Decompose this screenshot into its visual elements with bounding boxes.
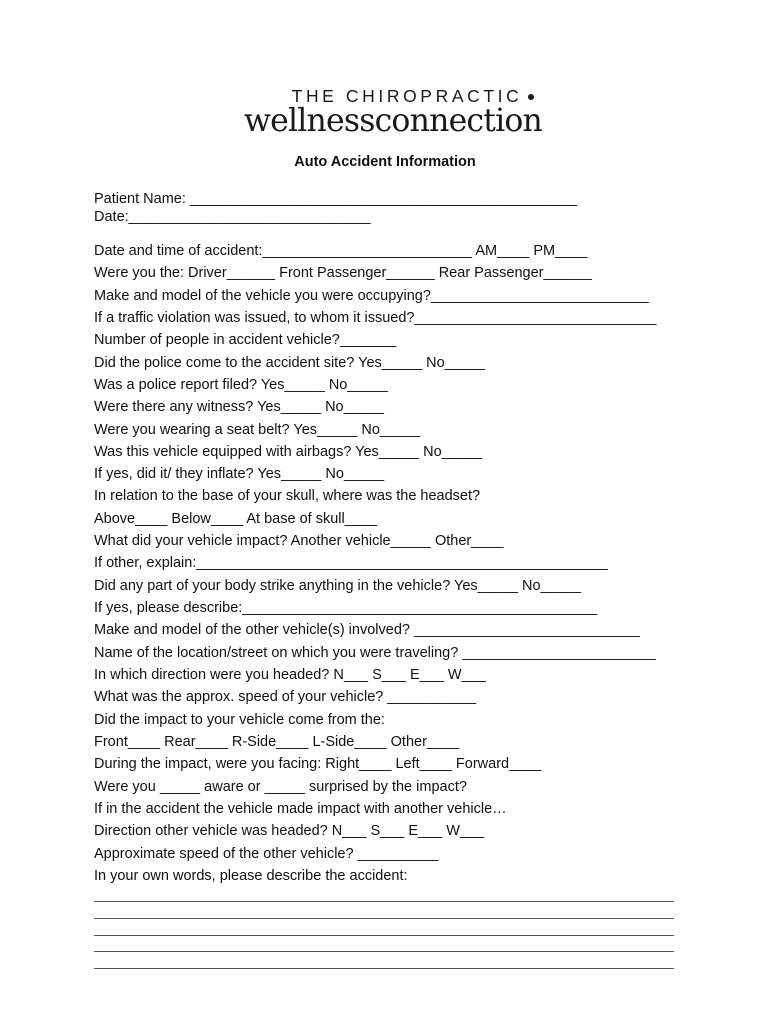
vehicle-make-model-field[interactable]: Make and model of the vehicle you were occupying?___________________________ bbox=[94, 288, 649, 304]
other-vehicle-speed-field[interactable]: Approximate speed of the other vehicle? __________ bbox=[94, 846, 439, 862]
airbags-field[interactable]: Was this vehicle equipped with airbags? Yes_____ No_____ bbox=[94, 444, 483, 460]
location-street-field[interactable]: Name of the location/street on which you were traveling? ________________________ bbox=[94, 645, 656, 661]
facing-direction-field[interactable]: During the impact, were you facing: Right____ Left____ Forward____ bbox=[94, 756, 542, 772]
description-line[interactable] bbox=[94, 935, 674, 936]
form-title: Auto Accident Information bbox=[294, 154, 476, 170]
witness-field[interactable]: Were there any witness? Yes_____ No_____ bbox=[94, 399, 384, 415]
description-line[interactable] bbox=[94, 901, 674, 902]
describe-accident-label: In your own words, please describe the accident: bbox=[94, 868, 408, 884]
logo-main-text: wellnessconnection bbox=[243, 103, 543, 139]
other-vehicle-direction-field[interactable]: Direction other vehicle was headed? N___ S___ E___ W___ bbox=[94, 823, 485, 839]
logo-top-text: THE CHIROPRACTIC bbox=[28, 86, 770, 106]
description-line[interactable] bbox=[94, 968, 674, 969]
accident-datetime-field[interactable]: Date and time of accident:__________________________ AM____ PM____ bbox=[94, 243, 588, 259]
seat-belt-field[interactable]: Were you wearing a seat belt? Yes_____ No_____ bbox=[94, 422, 421, 438]
police-at-site-field[interactable]: Did the police come to the accident site? Yes_____ No_____ bbox=[94, 355, 485, 371]
police-report-field[interactable]: Was a police report filed? Yes_____ No_____ bbox=[94, 377, 388, 393]
awareness-field[interactable]: Were you _____ aware or _____ surprised by the impact? bbox=[94, 779, 467, 795]
clinic-logo bbox=[0, 86, 770, 139]
people-count-field[interactable]: Number of people in accident vehicle?_______ bbox=[94, 332, 397, 348]
impact-direction-question: Did the impact to your vehicle come from the: bbox=[94, 712, 385, 728]
vehicle-speed-field[interactable]: What was the approx. speed of your vehicle? ___________ bbox=[94, 689, 477, 705]
occupant-role-field[interactable]: Were you the: Driver______ Front Passenger______ Rear Passenger______ bbox=[94, 265, 592, 281]
description-line[interactable] bbox=[94, 951, 674, 952]
impact-direction-field[interactable]: Front____ Rear____ R-Side____ L-Side____ Other____ bbox=[94, 734, 460, 750]
traffic-violation-field[interactable]: If a traffic violation was issued, to whom it issued?______________________________ bbox=[94, 310, 657, 326]
direction-headed-field[interactable]: In which direction were you headed? N___ S___ E___ W___ bbox=[94, 667, 486, 683]
description-line[interactable] bbox=[94, 918, 674, 919]
body-strike-field[interactable]: Did any part of your body strike anything in the vehicle? Yes_____ No_____ bbox=[94, 578, 581, 594]
headrest-question: In relation to the base of your skull, where was the headset? bbox=[94, 488, 481, 504]
other-explain-field[interactable]: If other, explain:___________________________________________________ bbox=[94, 555, 608, 571]
date-field[interactable]: Date:______________________________ bbox=[94, 209, 371, 225]
logo-dot-icon bbox=[528, 94, 534, 100]
strike-describe-field[interactable]: If yes, please describe:____________________________________________ bbox=[94, 600, 598, 616]
other-vehicle-intro: If in the accident the vehicle made impact with another vehicle… bbox=[94, 801, 507, 817]
patient-name-field[interactable]: Patient Name: ________________________________________________ bbox=[94, 191, 577, 207]
other-vehicle-make-field[interactable]: Make and model of the other vehicle(s) involved? ____________________________ bbox=[94, 622, 640, 638]
airbags-inflate-field[interactable]: If yes, did it/ they inflate? Yes_____ No_____ bbox=[94, 466, 385, 482]
vehicle-impact-field[interactable]: What did your vehicle impact? Another vehicle_____ Other____ bbox=[94, 533, 504, 549]
headrest-position-field[interactable]: Above____ Below____ At base of skull____ bbox=[94, 511, 377, 527]
